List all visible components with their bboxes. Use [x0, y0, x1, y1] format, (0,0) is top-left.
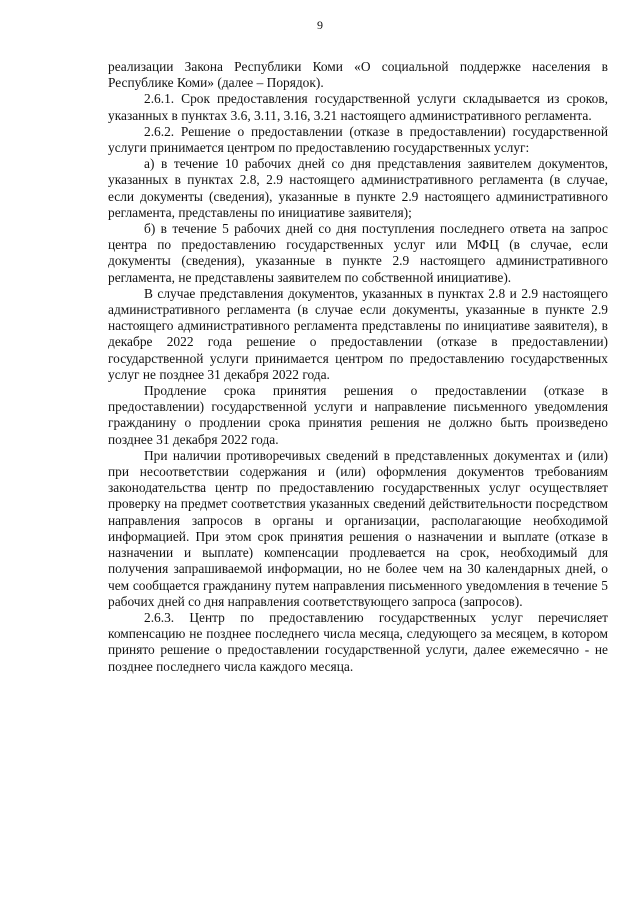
document-body [108, 59, 608, 675]
paragraph-2: 2.6.1. Срок предоставления государственной услуги складывается из сроков, указанных в пунктах 3.6, 3.11, 3.16, 3.21 настоящего административного регламента. [108, 91, 608, 123]
paragraph-1: реализации Закона Республики Коми «О социальной поддержке населения в Республике Коми» (далее – Порядок). [108, 59, 608, 91]
paragraph-5: б) в течение 5 рабочих дней со дня поступления последнего ответа на запрос центра по предоставлению государственных услуг или МФЦ (в случае, если документы (сведения), указанные в пункте 2.9 настоящего административного регламента, не представлены заявителем по собственной инициативе). [108, 221, 608, 285]
paragraph-8: При наличии противоречивых сведений в представленных документах и (или) при несоответствии содержания и (или) оформления документов требованиям законодательства центр по предоставлению государственных услуг осуществляет проверку на предмет соответствия указанных сведений действительности посредством направления запросов в органы и организации, располагающие необходимой информацией. При этом срок принятия решения о назначении и выплате (отказе в назначении и выплате) компенсации продлевается на срок, необходимый для получения запрашиваемой информации, но не более чем на 30 календарных дней, о чем сообщается гражданину путем направления письменного уведомления в течение 5 рабочих дней со дня направления соответствующего запроса (запросов). [108, 447, 608, 609]
page-number: 9 [317, 18, 323, 32]
paragraph-6: В случае представления документов, указанных в пунктах 2.8 и 2.9 настоящего административного регламента (в случае если документы, указанные в пункте 2.9 настоящего административного регламента представлены по инициативе заявителя), в декабре 2022 года решение о предоставлении (отказе в предоставлении) государственной услуги принимается центром по предоставлению государственных услуг не позднее 31 декабря 2022 года. [108, 285, 608, 382]
paragraph-9: 2.6.3. Центр по предоставлению государственных услуг перечисляет компенсацию не позднее последнего числа месяца, следующего за месяцем, в котором принято решение о предоставлении государственной услуги, далее ежемесячно - не позднее последнего числа каждого месяца. [108, 609, 608, 674]
paragraph-3: 2.6.2. Решение о предоставлении (отказе в предоставлении) государственной услуги принимается центром по предоставлению государственных услуг: [108, 123, 608, 156]
paragraph-4: а) в течение 10 рабочих дней со дня представления заявителем документов, указанных в пунктах 2.8, 2.9 настоящего административного регламента (в случае, если документы (сведения), указанные в пункте 2.9 настоящего административного регламента, представлены по инициативе заявителя); [108, 156, 608, 220]
paragraph-7: Продление срока принятия решения о предоставлении (отказе в предоставлении) государственной услуги и направление письменного уведомления гражданину о продлении срока принятия решения не должно быть произведено позднее 31 декабря 2022 года. [108, 383, 608, 447]
